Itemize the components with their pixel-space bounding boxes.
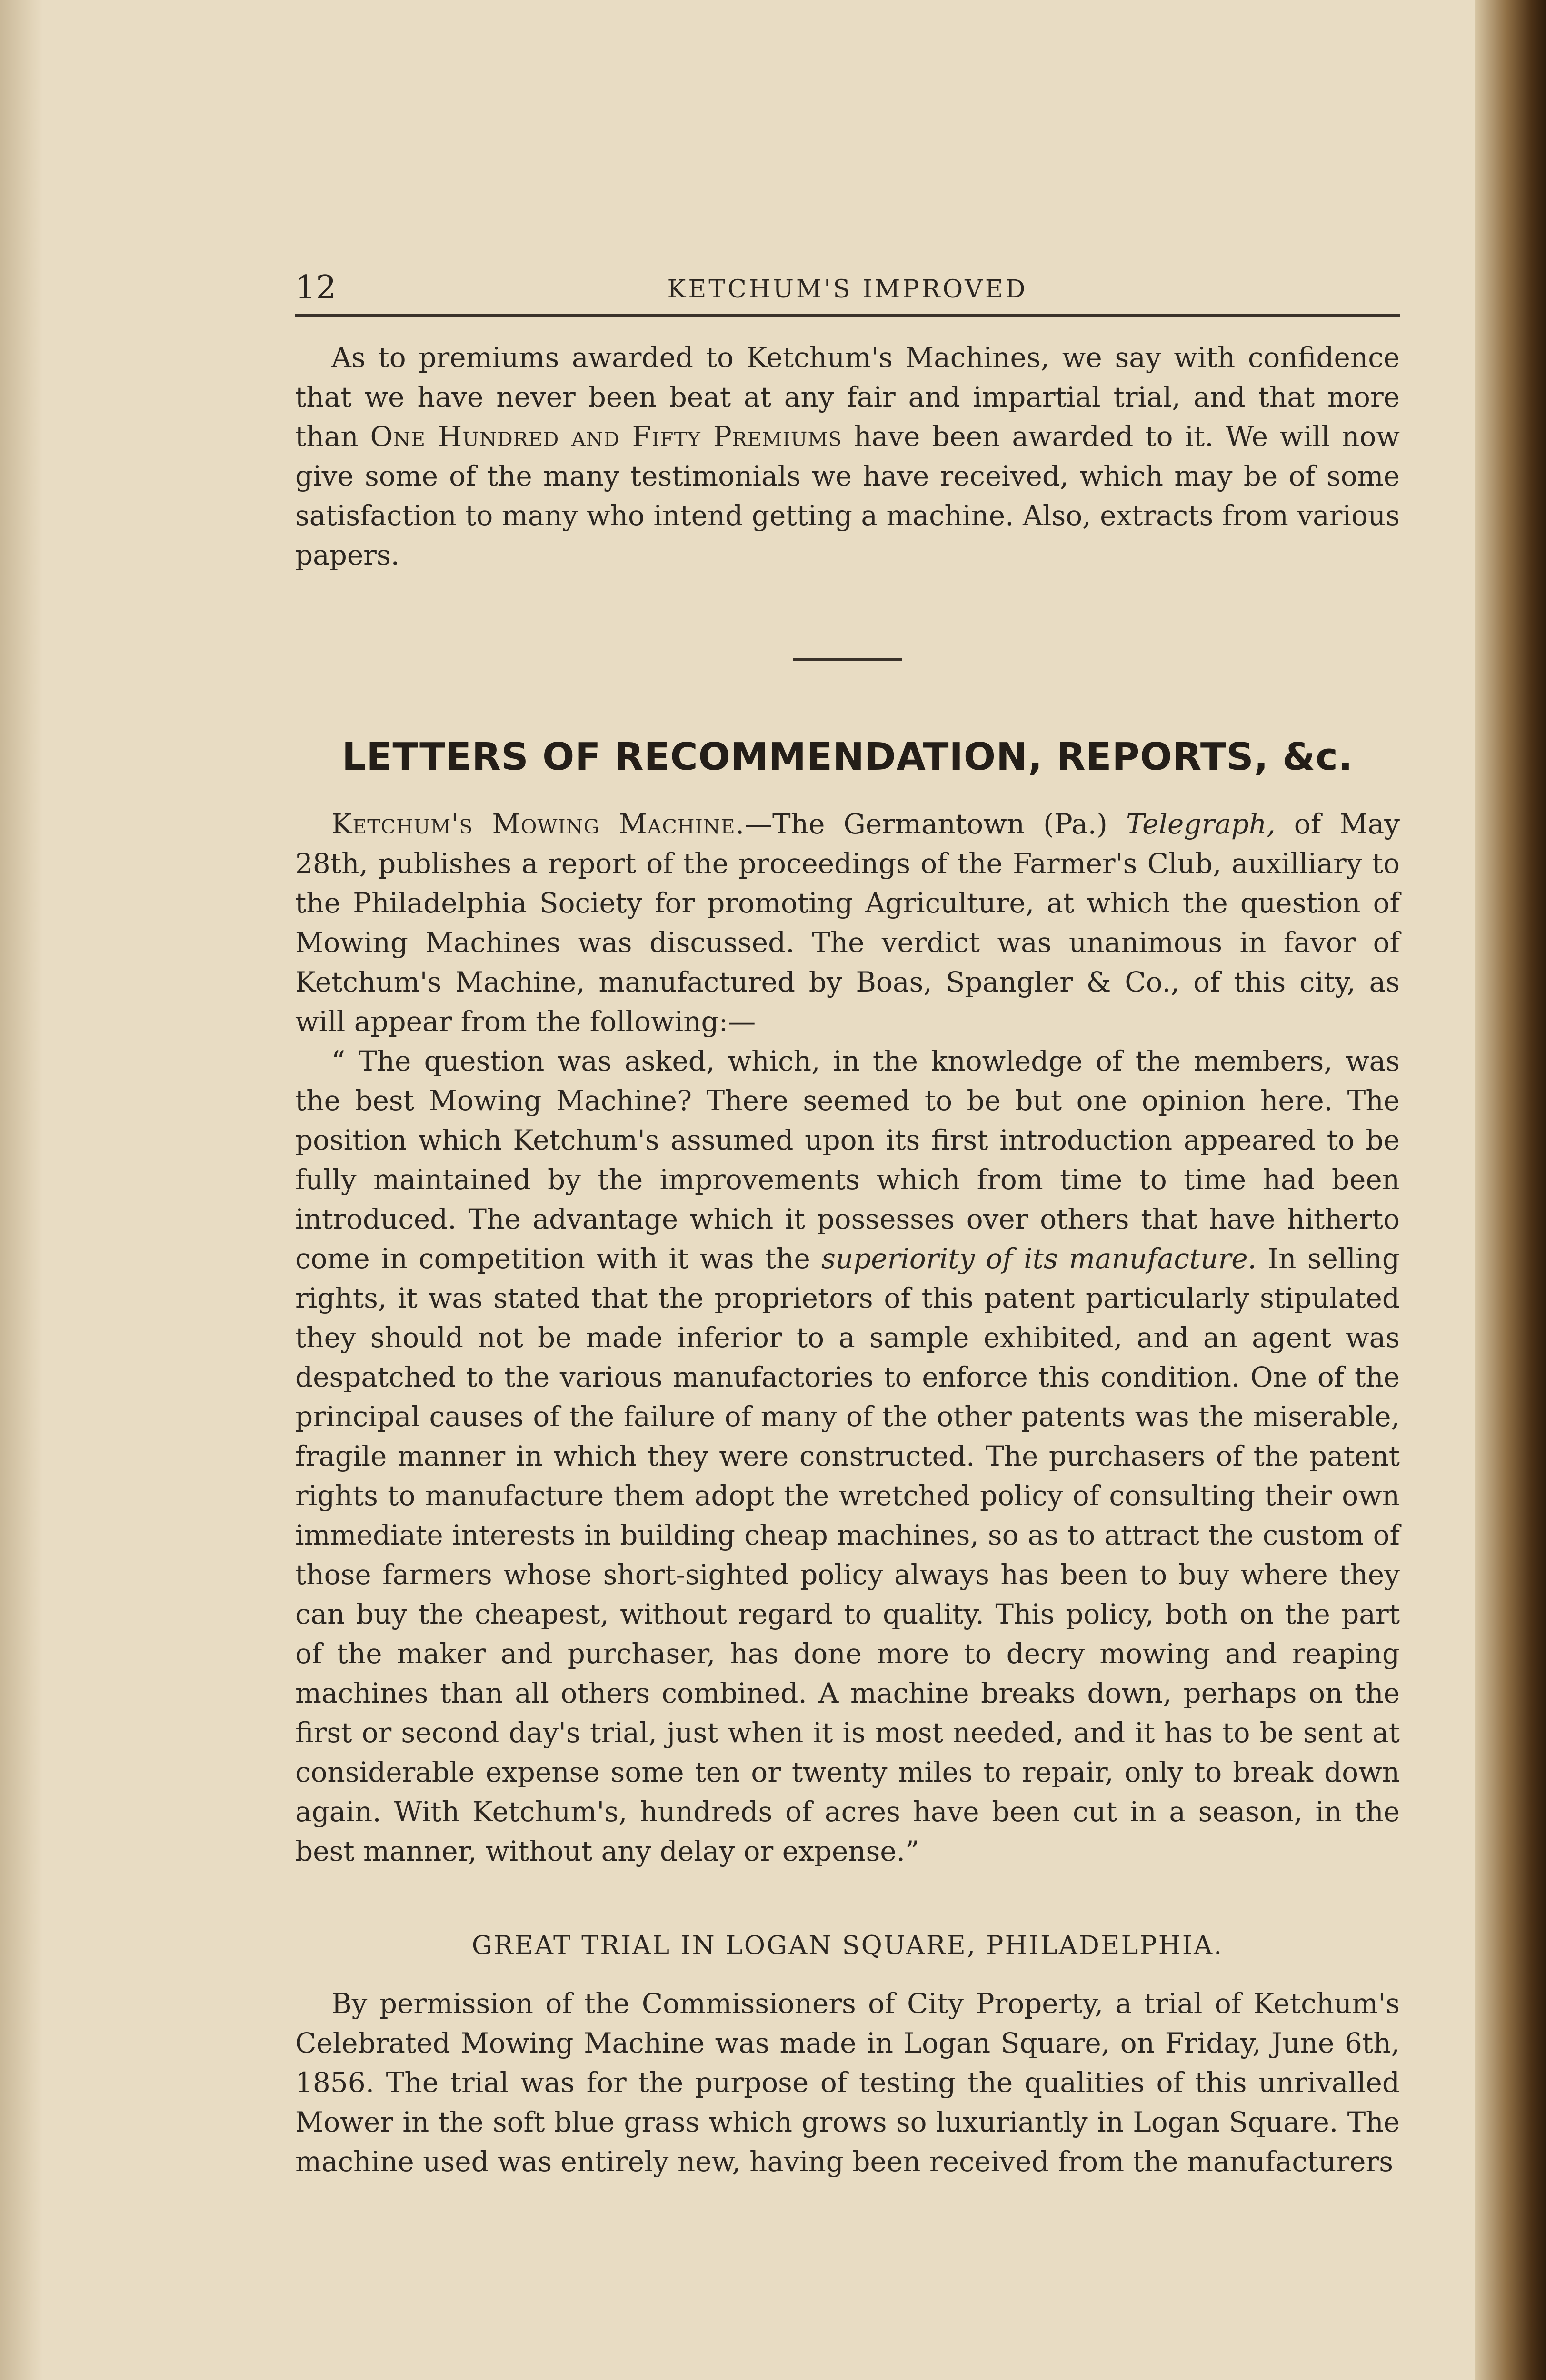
page-binding-edge: [0, 0, 43, 2380]
intro-text-end: have been awarded to it. We will now give some of the many testimonials we have received, which may be of some satisfaction to many who intend getting a machine. Also, extracts from various papers.: [295, 420, 1400, 571]
intro-text-start: As to premiums awarded to Ketchum's Machines, we say with confidence that we have never been beat at any fair and impartial trial, and that more than: [295, 341, 1400, 453]
book-spine-shadow: [1475, 0, 1546, 2380]
quote-emphasis: superiority of its manufacture.: [821, 1242, 1257, 1275]
running-title: KETCHUM'S IMPROVED: [667, 275, 1028, 304]
trial-paragraph: By permission of the Commissioners of City Property, a trial of Ketchum's Celebrated Mowing Machine was made in Logan Square, on Friday, June 6th, 1856. The trial was for the purpose of testing the qualities of this unrivalled Mower in the soft blue grass which grows so luxuriantly in Logan Square. The machine used was entirely new, having been received from the manufacturers: [295, 1987, 1400, 2178]
article-lead-in: Ketchum's Mowing Machine.: [331, 808, 745, 840]
section-heading: LETTERS OF RECOMMENDATION, REPORTS, &c.: [342, 735, 1353, 779]
intro-section: [295, 338, 1400, 575]
trial-heading: GREAT TRIAL IN LOGAN SQUARE, PHILADELPHIA.: [471, 1930, 1224, 1960]
intro-paragraph: [295, 338, 1400, 575]
newspaper-title: Telegraph,: [1126, 808, 1276, 840]
quote-paragraph: [295, 1041, 1400, 1871]
telegraph-article-paragraph: [295, 804, 1400, 1041]
page-header: [295, 267, 1400, 317]
section-divider: [793, 658, 902, 661]
article-text-start: —The Germantown (Pa.): [745, 808, 1126, 840]
article-text-end: of May 28th, publishes a report of the proceedings of the Farmer's Club, auxilliary to the Philadelphia Society for promoting Agriculture, at which the question of Mowing Machines was discussed. The verdict was unanimous in favor of Ketchum's Machine, manufactured by Boas, Spangler & Co., of this city, as will appear from the following:—: [295, 808, 1400, 1038]
quote-text-end: In selling rights, it was stated that the proprietors of this patent particularly stipulated they should not be made inferior to a sample exhibited, and an agent was despatched to the various manufactories to enforce this condition. One of the principal causes of the failure of many of the other patents was the miserable, fragile manner in which they were constructed. The purchasers of the patent rights to manufacture them adopt the wretched policy of consulting their own immediate interests in building cheap machines, so as to attract the custom of those farmers whose short-sighted policy always has been to buy where they can buy the cheapest, without regard to quality. This policy, both on the part of the maker and purchaser, has done more to decry mowing and reaping machines than all others combined. A machine breaks down, perhaps on the first or second day's trial, just when it is most needed, and it has to be sent at considerable expense some ten or twenty miles to repair, only to break down again. With Ketchum's, hundreds of acres have been cut in a season, in the best manner, without any delay or expense.”: [295, 1242, 1400, 1867]
page-number: 12: [295, 269, 337, 307]
trial-section: [295, 1984, 1400, 2182]
quote-text-start: “ The question was asked, which, in the knowledge of the members, was the best Mowing Machine? There seemed to be but one opinion here. The position which Ketchum's assumed upon its first introduction appeared to be fully maintained by the improvements which from time to time had been introduced. The advantage which it possesses over others that have hitherto come in competition with it was the: [295, 1045, 1400, 1275]
recommendations-section: [295, 804, 1400, 1871]
premiums-emphasis: One Hundred and Fifty Premiums: [370, 420, 842, 453]
